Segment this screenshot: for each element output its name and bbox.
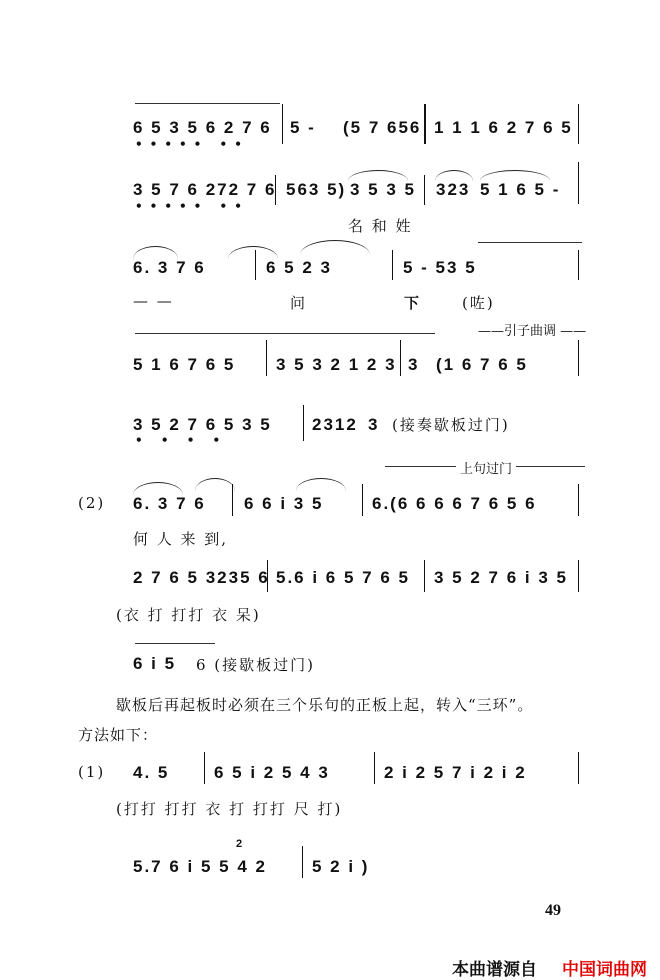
notation-row3-a: 6. 3 7 6 — [133, 258, 206, 277]
example-number: (1) — [78, 763, 106, 781]
section-label-upper-phrase: 上句过门 — [456, 458, 516, 477]
bar-line — [255, 250, 256, 280]
bar-line — [578, 162, 579, 204]
example-notation-r2-b: 5 2 i ) — [312, 857, 370, 876]
notation-row2-e: 5 1 6 5 - — [480, 180, 561, 199]
slur — [296, 478, 346, 491]
notation-row1-a: 6 5 3 5 6 2 7 6 — [133, 118, 272, 137]
bar-line — [424, 560, 425, 592]
bar-line — [267, 560, 268, 592]
beam-line — [135, 103, 280, 104]
section-label-intro: ——引子曲调 —— — [478, 324, 587, 339]
notation-row2-c: 3 5 3 5 — [350, 180, 416, 199]
bar-line — [424, 104, 426, 144]
lyrics-row3-d: (咗) — [462, 294, 495, 312]
notation-row5-c: 3 — [368, 415, 380, 434]
notation-row2-a: 3 5 7 6 272 7 6 — [133, 180, 277, 199]
notation-s2r3-a: 6 i 5 — [133, 654, 177, 673]
footer-source-text: 本曲谱源自 — [452, 960, 537, 980]
bar-line — [374, 752, 375, 784]
bar-line — [578, 752, 579, 784]
instruction-line2: 方法如下： — [78, 726, 159, 744]
bar-line — [400, 340, 401, 376]
notation-row3-b: 6 5 2 3 — [266, 258, 332, 277]
notation-row4-d: (1 6 7 6 5 — [436, 355, 528, 374]
lyrics-row3-b: 问 — [290, 294, 308, 312]
bar-line — [578, 104, 579, 144]
notation-s2-a: 6. 3 7 6 — [133, 494, 206, 513]
bar-line — [424, 175, 425, 205]
notation-s2r2-a: 2 7 6 5 3235 6 — [133, 568, 270, 587]
notation-s2-c: 6.(6 6 6 6 7 6 5 6 — [372, 494, 537, 513]
bar-line — [275, 175, 276, 205]
notation-row4-a: 5 1 6 7 6 5 — [133, 355, 236, 374]
beam-line — [478, 242, 582, 243]
transition-note: (接奏歇板过门) — [392, 416, 510, 434]
notation-row1-c: (5 7 656 — [343, 118, 422, 137]
bar-line — [204, 752, 205, 784]
notation-row2-b: 563 5) — [286, 180, 347, 199]
bar-line — [578, 250, 579, 280]
beam-line — [135, 333, 435, 334]
bar-line — [232, 484, 233, 516]
footer-site-name[interactable]: 中国词曲网 — [562, 960, 647, 980]
slur — [195, 478, 235, 491]
instruction-line1: 歇板后再起板时必须在三个乐句的正板上起，转入“三环”。 — [116, 696, 534, 714]
notation-row5-a: 3 5 2 7 6 5 3 5 — [133, 415, 272, 434]
bar-line — [302, 846, 303, 878]
lyrics-row2: 名 和 姓 — [348, 217, 413, 235]
bar-line — [578, 484, 579, 516]
notation-s2r2-c: 3 5 2 7 6 i 3 5 — [434, 568, 568, 587]
octave-dots: ••••• •• — [135, 199, 249, 213]
beam-line — [135, 643, 215, 644]
bar-line — [392, 250, 393, 280]
notation-row3-c: 5 - 53 5 — [403, 258, 477, 277]
notation-row4-c: 3 — [408, 355, 420, 374]
notation-row1-d: 1 1 1 6 2 7 6 5 — [434, 118, 573, 137]
notation-s2r3-b: 6 (接歇板过门) — [196, 656, 316, 674]
example-notation-c: 2 i 2 5 7 i 2 i 2 — [384, 763, 527, 782]
example-notation-r2-a: 5.7 6 i 5 5 4 2 — [133, 857, 267, 876]
section-number: (2) — [78, 494, 106, 512]
example-notation-a: 4. 5 — [133, 763, 170, 782]
page-number: 49 — [545, 902, 561, 919]
notation-row1-b: 5 - — [290, 118, 316, 137]
bar-line — [578, 560, 579, 592]
notation-row4-b: 3 5 3 2 1 2 3 — [276, 355, 397, 374]
grace-note: 2 — [236, 838, 245, 850]
notation-row2-d: 323 — [436, 180, 471, 199]
bar-line — [282, 104, 283, 144]
lyrics-s2: 何 人 来 到, — [133, 530, 229, 548]
notation-row5-b: 2312 — [312, 415, 358, 434]
bar-line — [578, 340, 579, 376]
slur — [300, 240, 370, 255]
octave-dots: • • • • — [135, 433, 228, 447]
octave-dots: ••••• •• — [135, 137, 249, 151]
bar-line — [362, 484, 363, 516]
notation-s2r2-b: 5.6 i 6 5 7 6 5 — [276, 568, 410, 587]
lyrics-row3-c: 下 — [404, 294, 422, 312]
lyrics-s2r2: (衣 打 打打 衣 呆) — [116, 606, 261, 624]
example-notation-b: 6 5 i 2 5 4 3 — [214, 763, 330, 782]
example-lyrics: (打打 打打 衣 打 打打 尺 打) — [116, 800, 343, 818]
notation-s2-b: 6 6 i 3 5 — [244, 494, 324, 513]
bar-line — [303, 405, 304, 441]
lyrics-row3-a: — — — [133, 292, 174, 310]
bar-line — [266, 340, 267, 376]
